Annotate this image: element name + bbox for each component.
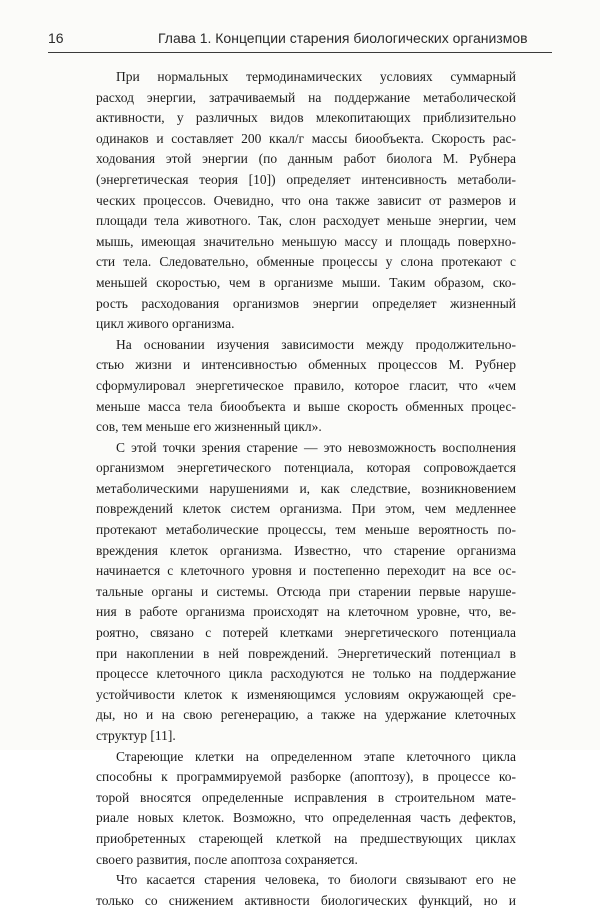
text-line: ды, но и на свою регенерацию, а также на удержание клеточных (96, 707, 516, 723)
text-line: метаболическими нарушениями и, как следствие, возникновением (96, 480, 516, 496)
text-line: роятно, связано с потерей клетками энергетического потенциала (96, 625, 516, 641)
text-line: протекают метаболические процессы, тем меньше вероятность по- (96, 522, 516, 538)
text-line: Что касается старения человека, то биологи связывают его не (116, 872, 516, 888)
running-header (48, 30, 552, 53)
text-line: ходования этой энергии (по данным работ биолога М. Рубнера (96, 151, 516, 167)
text-line: площади тела животного. Так, слон расходует меньше энергии, чем (96, 213, 516, 229)
text-line: При нормальных термодинамических условиях суммарный (116, 69, 516, 84)
text-line: стью жизни и интенсивностью обменных процессов М. Рубнер (96, 357, 516, 373)
text-line: одинаков и составляет 200 ккал/г массы биообъекта. Скорость рас- (96, 130, 516, 146)
text-line: активности, у различных видов млекопитающих приблизительно (96, 110, 516, 126)
text-line: своего развития, после апоптоза сохраняется. (96, 851, 358, 867)
body-text (96, 67, 516, 911)
text-line: меньше масса тела биообъекта и выше скорость обменных процес- (96, 398, 516, 414)
text-line: рость расходования организмов энергии определяет жизненный (96, 295, 516, 311)
text-line: На основании изучения зависимости между продолжительно- (116, 336, 516, 352)
text-line: цикл живого организма. (96, 316, 235, 332)
text-line: сов, тем меньше его жизненный цикл». (96, 419, 322, 435)
text-line: ния в работе организма происходят на клеточном уровне, что, ве- (96, 604, 516, 620)
text-line: при накоплении в ней повреждений. Энергетический потенциал в (96, 645, 516, 661)
text-line: устойчивости клеток к изменяющимся условиям окружающей сре- (96, 686, 516, 702)
text-line: расход энергии, затрачиваемый на поддержание метаболической (96, 89, 516, 105)
text-line: способны к программируемой разборке (апоптозу), в процессе ко- (96, 769, 516, 785)
text-line: сформулировал энергетическое правило, которое гласит, что «чем (96, 377, 516, 393)
text-line: Стареющие клетки на определенном этапе клеточного цикла (116, 748, 516, 764)
text-line: ческих процессов. Очевидно, что она также зависит от размеров и (96, 192, 516, 208)
text-line: С этой точки зрения старение — это невозможность восполнения (116, 439, 516, 455)
page-number: 16 (48, 30, 64, 46)
text-line: организмом энергетического потенциала, которая сопровождается (96, 460, 516, 476)
text-line: (энергетическая теория [10]) определяет интенсивность метаболи- (96, 171, 516, 187)
text-line: риале новых клеток. Возможно, что определенная часть дефектов, (96, 810, 516, 826)
text-line: только со снижением активности биологических функций, но и (96, 892, 516, 908)
text-line: вреждения клеток организма. Известно, что старение организма (96, 542, 516, 558)
text-line: сти тела. Следовательно, обменные процессы у слона протекают с (96, 254, 516, 270)
text-line: меньшей скоростью, чем в организме мыши. Таким образом, ско- (96, 274, 516, 290)
text-line: мышь, имеющая значительно меньшую массу и площадь поверхно- (96, 233, 516, 249)
text-line: приобретенных стареющей клеткой на предшествующих циклах (96, 830, 516, 846)
chapter-title: Глава 1. Концепции старения биологических организмов (158, 30, 528, 46)
text-line: начинается с клеточного уровня и постепенно переходит на все ос- (96, 563, 516, 579)
text-line: структур [11]. (96, 728, 176, 743)
text-line: процессе клеточного цикла расходуются не только на поддержание (96, 666, 516, 682)
text-line: повреждений клеток систем организма. При этом, чем медленнее (96, 501, 516, 517)
text-line: торой вносятся определенные исправления в строительном мате- (96, 789, 516, 805)
text-line: тальные органы и системы. Отсюда при старении первые наруше- (96, 583, 516, 599)
